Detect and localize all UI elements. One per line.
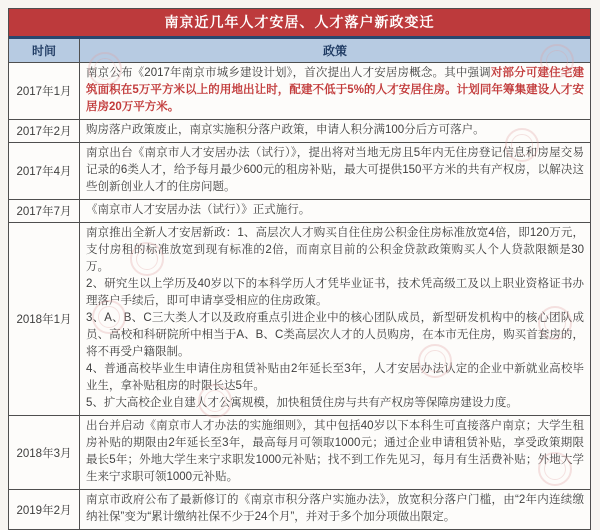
table-row (9, 200, 590, 223)
table-row (9, 223, 590, 416)
row-time-label: 2018年1月 (9, 223, 80, 415)
table-title: 南京近几年人才安居、人才落户新政变迁 (9, 9, 590, 39)
row-policy-text: 南京公布《2017年南京市城乡建设计划》，首次提出人才安居房概念。其中强调对部分可建住宅建筑面积在5万平方米以上的用地出让时，配建不低于5%的人才安居住房。计划同年筹集建设人才安居房20万平方米。 (86, 67, 584, 113)
policy-table (8, 8, 591, 530)
table-row (9, 416, 590, 490)
row-time-label: 2017年7月 (9, 200, 80, 222)
table-row (9, 63, 590, 120)
table-row (9, 120, 590, 143)
row-policy-text: 出台并启动《南京市人才办法的实施细则》，其中包括40岁以下本科生可直接落户南京；大学生租房补贴的期限由2年延长至3年，最高每月可领取1000元；通过企业申请租赁补贴，享受政策期限最长5年；外地大学生来宁求职发1000元补贴；找不到工作先见习，每月有生活费补贴；外地大学生来宁求职可领1000元补贴。 (86, 420, 584, 483)
row-time-label: 2017年2月 (9, 120, 80, 142)
row-time-label: 2017年1月 (9, 63, 80, 119)
row-policy-text: 《南京市人才安居办法（试行）》正式施行。 (86, 204, 311, 216)
table-row (9, 490, 590, 529)
row-time-label: 2018年3月 (9, 416, 80, 489)
table-body (9, 63, 590, 529)
table-header-row (9, 39, 590, 63)
row-policy-text: 南京出台《南京市人才安居办法（试行）》，提出将对当地无房且5年内无住房登记信息和房屋交易记录的6类人才，给予每月最少600元的租房补贴，最大可提供150平方米的共有产权房，以解决这些创新创业人才的住房问题。 (86, 147, 584, 193)
row-policy-text: 购房落户政策废止，南京实施积分落户政策，申请人积分满100分后方可落户。 (86, 124, 485, 136)
row-policy-text: 南京推出全新人才安居新政：1、高层次人才购买自住住房公积金住房标准放宽4倍，即120万元，支付房租的标准放宽到现有标准的2倍，而南京目前的公积金贷款政策购买人个人贷款限额是30万。 2、研究生以上学历及40岁以下的本科学历人才凭毕业证书，技术凭高级工及以上职业资格证书办理落户手续后，即可申请享受相应的住房政策。 3、A、B、C三大类人才以及政府重点引进企业中的核心团队成员，新型研发机构中的核心团队成员、高校和科研院所中相当于A、B、C类高层次人才的人员购房，在本市无住房，购买首套房的，将不再受户籍限制。 4、普通高校毕业生申请住房租赁补贴由2年延长至3年，人才安居办法认定的企业中新就业高校毕业生，拿补贴租房的时限长达5年。 5、扩大高校企业自建人才公寓规模，加快租赁住房与共有产权房等保障房建设力度。 (86, 227, 584, 409)
row-policy-text: 南京市政府公布了最新修订的《南京市积分落户实施办法》，放宽积分落户门槛，由“2年内连续缴纳社保”变为“累计缴纳社保不少于24个月”，并对于多个加分项做出限定。 (86, 494, 584, 523)
table-row (9, 143, 590, 200)
column-header-policy: 政策 (322, 44, 347, 58)
column-header-time: 时间 (9, 39, 80, 62)
row-time-label: 2019年2月 (9, 490, 80, 529)
row-time-label: 2017年4月 (9, 143, 80, 199)
